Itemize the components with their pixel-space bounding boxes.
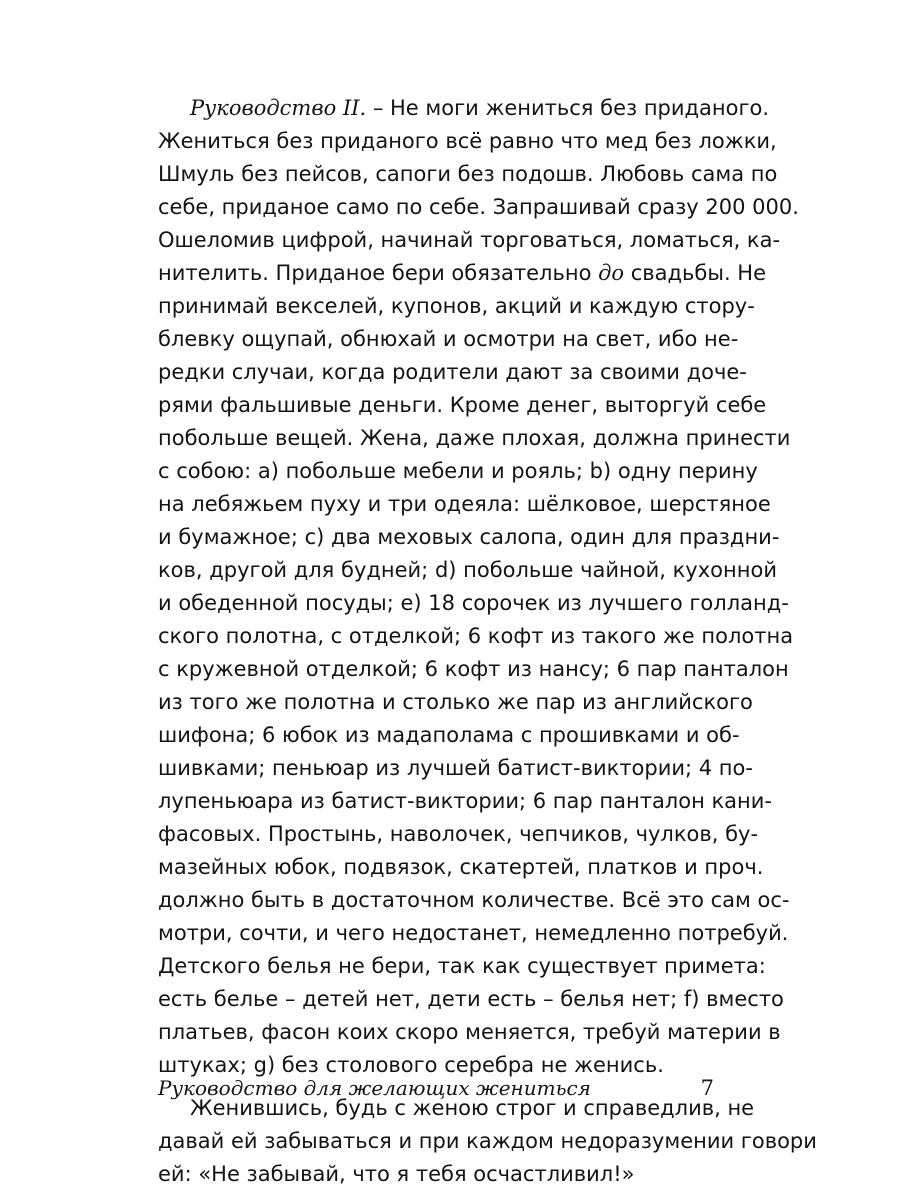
text-line: мазейных юбок, подвязок, скатертей, платков и проч. (158, 855, 764, 879)
text-line: платьев, фасон коих скоро меняется, требуй материи в (158, 1020, 781, 1044)
text-fragment: – Не моги жениться без приданого. (366, 96, 770, 120)
page-footer (158, 1072, 714, 1104)
text-line: и бумажное; c) два меховых салопа, один для праздни- (158, 525, 780, 549)
text-fragment: нителить. Приданое бери обязательно (158, 261, 599, 285)
text-line: Жениться без приданого всё равно что мед без ложки, (158, 129, 777, 153)
section-heading-italic: Руководство II. (190, 96, 367, 120)
body-text (158, 92, 817, 1191)
text-line: блевку ощупай, обнюхай и осмотри на свет, ибо не- (158, 327, 739, 351)
text-line: фасовых. Простынь, наволочек, чепчиков, чулков, бу- (158, 822, 759, 846)
text-line: ского полотна, с отделкой; 6 кофт из такого же полотна (158, 624, 794, 648)
text-line: себе, приданое само по себе. Запрашивай сразу 200 000. (158, 195, 799, 219)
text-line: Женившись, будь с женою строг и справедлив, не (190, 1096, 755, 1120)
text-line: с кружевной отделкой; 6 кофт из нансу; 6 пар панталон (158, 657, 789, 681)
text-line (158, 257, 767, 290)
text-line: давай ей забываться и при каждом недоразумении говори (158, 1129, 817, 1153)
text-line: штуках; g) без столового серебра не женись. (158, 1053, 664, 1077)
text-line (158, 92, 770, 125)
text-line: Шмуль без пейсов, сапоги без подошв. Любовь сама по (158, 162, 778, 186)
paragraph-2 (158, 1092, 817, 1191)
text-line: есть белье – детей нет, дети есть – белья нет; f) вместо (158, 987, 784, 1011)
text-line: лупеньюара из батист-виктории; 6 пар панталон кани- (158, 789, 772, 813)
text-line: рями фальшивые деньги. Кроме денег, выторгуй себе (158, 393, 767, 417)
text-line: побольше вещей. Жена, даже плохая, должна принести (158, 426, 791, 450)
text-line: Ошеломив цифрой, начинай торговаться, ломаться, ка- (158, 228, 781, 252)
text-line: должно быть в достаточном количестве. Всё это сам ос- (158, 888, 790, 912)
emphasis-italic: до (598, 261, 625, 285)
running-title: Руководство для желающих жениться (158, 1076, 591, 1100)
text-line: мотри, сочти, и чего недостанет, немедленно потребуй. (158, 921, 789, 945)
text-line: ков, другой для будней; d) побольше чайной, кухонной (158, 558, 777, 582)
text-line: Детского белья не бери, так как существует примета: (158, 954, 766, 978)
page-number: 7 (700, 1076, 714, 1100)
paragraph-1 (158, 92, 799, 1082)
text-line: с собою: a) побольше мебели и рояль; b) одну перину (158, 459, 758, 483)
text-line: ей: «Не забывай, что я тебя осчастливил!» (158, 1162, 635, 1186)
text-line: принимай векселей, купонов, акций и каждую стору- (158, 294, 755, 318)
text-fragment: свадьбы. Не (624, 261, 767, 285)
text-line: на лебяжьем пуху и три одеяла: шёлковое, шерстяное (158, 492, 771, 516)
text-line: и обеденной посуды; e) 18 сорочек из лучшего голланд- (158, 591, 789, 615)
text-line: шифона; 6 юбок из мадаполама с прошивками и об- (158, 723, 740, 747)
text-line: из того же полотна и столько же пар из английского (158, 690, 753, 714)
text-line: редки случаи, когда родители дают за своими доче- (158, 360, 747, 384)
text-line: шивками; пеньюар из лучшей батист-виктории; 4 по- (158, 756, 753, 780)
